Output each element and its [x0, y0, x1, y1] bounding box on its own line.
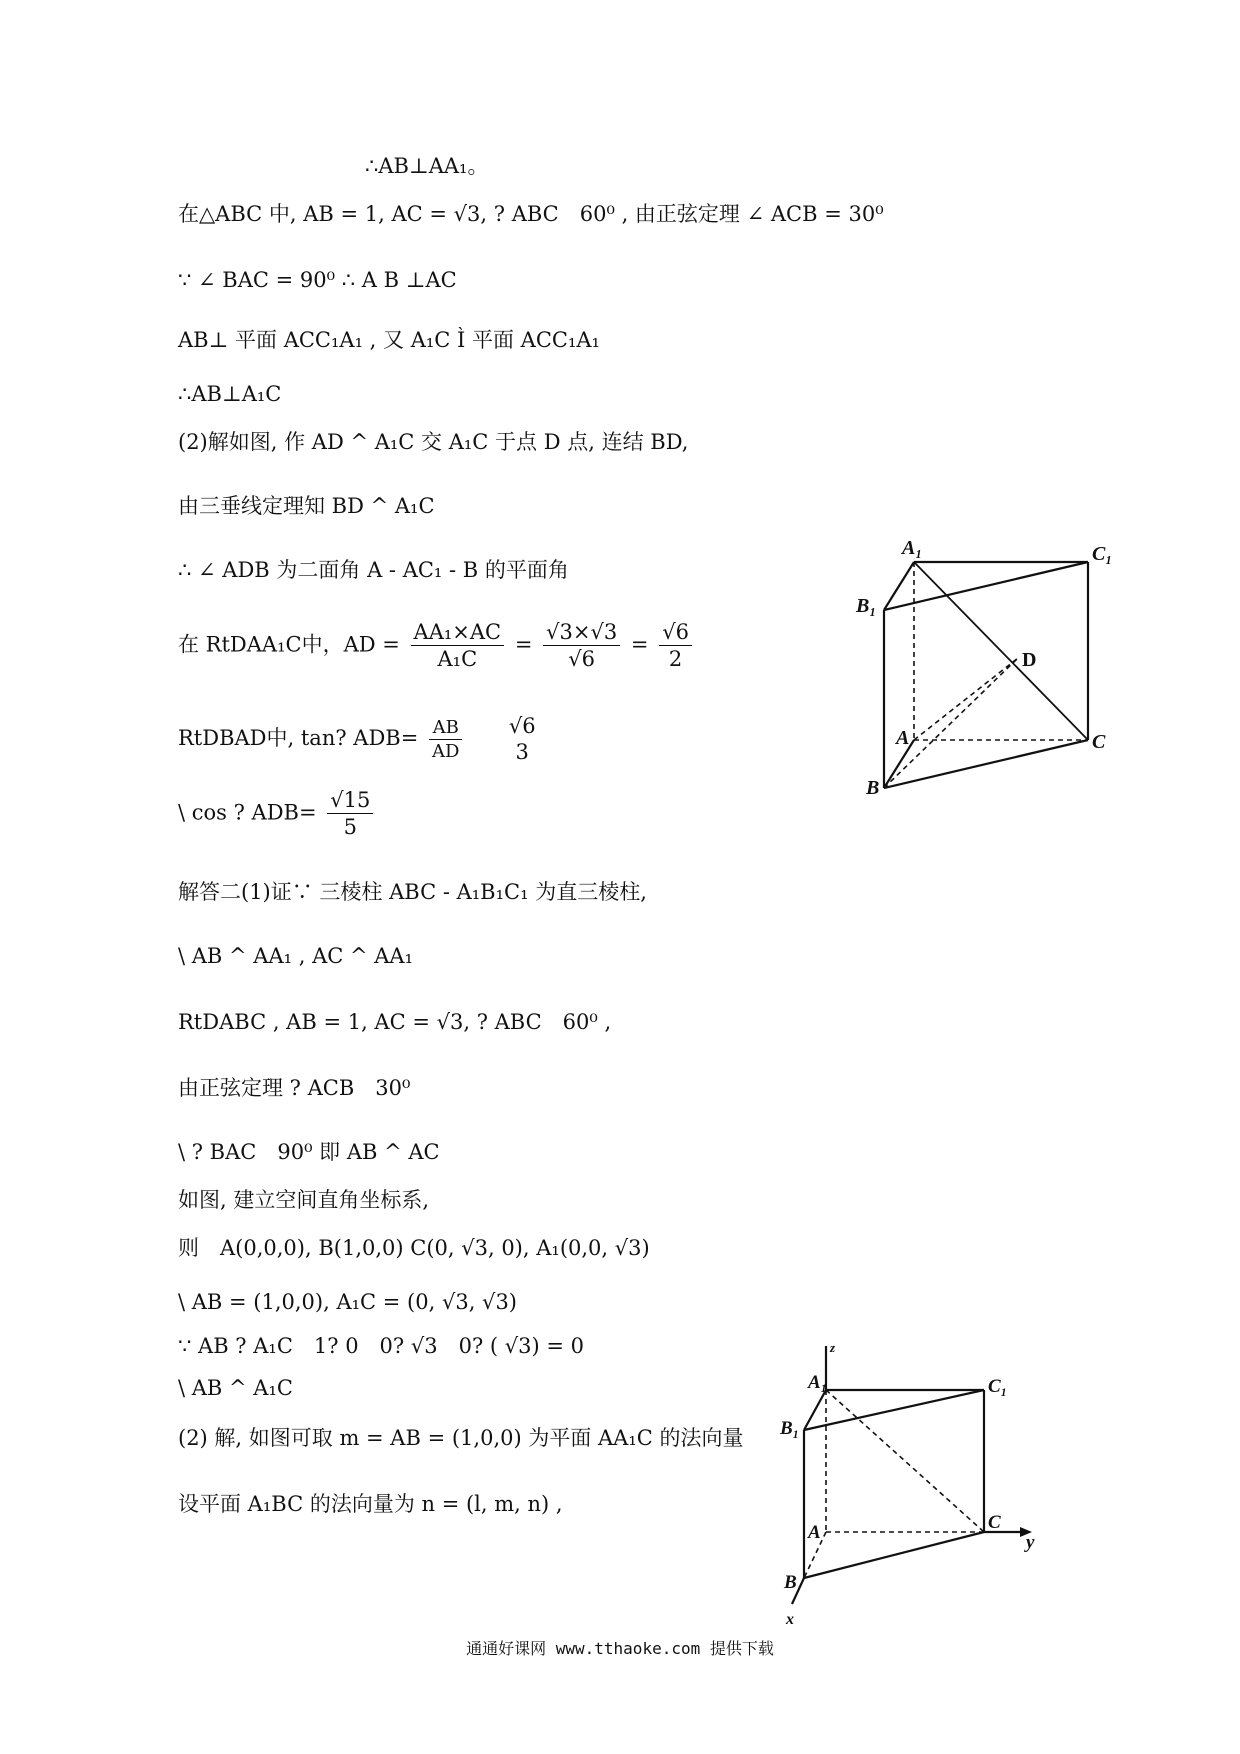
fraction-denominator: 2	[668, 647, 683, 671]
text-line: 如图, 建立空间直角坐标系,	[178, 1188, 430, 1212]
diagonal	[914, 562, 1088, 740]
cos-equation	[178, 790, 377, 838]
cos-lead: \ cos ? ADB=	[178, 800, 317, 825]
prism-figure-1	[850, 530, 1120, 800]
text-line: 则 A(0,0,0), B(1,0,0) C(0, √3, 0), A₁(0,0, √3)	[178, 1236, 650, 1260]
fraction-denominator: AD	[432, 740, 460, 762]
fraction-numerator: AA₁×AC	[411, 622, 505, 646]
fraction	[543, 622, 620, 670]
label-c: C	[1092, 731, 1106, 753]
text-line: \ AB ^ AA₁ , AC ^ AA₁	[178, 944, 413, 968]
label-a: A	[808, 1522, 821, 1543]
label-a1: A₁	[902, 537, 923, 559]
hidden-edge	[914, 658, 1018, 740]
text-line: 由三垂线定理知 BD ^ A₁C	[178, 494, 435, 518]
text-line: \ ? BAC 90⁰ 即 AB ^ AC	[178, 1140, 440, 1164]
equals-sign: =	[514, 632, 533, 657]
prism-figure-2	[770, 1340, 1050, 1650]
edge	[884, 740, 1088, 788]
label-c1: C₁	[988, 1376, 1008, 1397]
fraction-denominator: A₁C	[437, 647, 478, 671]
text-line: 解答二(1)证∵ 三棱柱 ABC - A₁B₁C₁ 为直三棱柱,	[178, 880, 647, 904]
fraction	[506, 716, 539, 763]
text-line: ∵ ∠ BAC = 90⁰ ∴ A B ⊥AC	[178, 268, 457, 292]
ad-equation	[178, 622, 696, 670]
text-line: AB⊥ 平面 ACC₁A₁ , 又 A₁C Ì 平面 ACC₁A₁	[178, 328, 600, 352]
tan-equation	[178, 716, 543, 763]
label-z: z	[830, 1340, 836, 1355]
text-line: ∴AB⊥A₁C	[178, 382, 282, 406]
label-b1: B₁	[856, 595, 877, 617]
fraction-numerator: √6	[659, 622, 692, 646]
tan-lead: RtDBAD中, tan? ADB=	[178, 726, 419, 750]
label-a1: A₁	[808, 1372, 828, 1393]
text-line: ∴AB⊥AA₁。	[365, 154, 489, 178]
fraction-numerator: AB	[429, 719, 462, 740]
edge	[804, 1390, 984, 1430]
text-line: (2) 解, 如图可取 m = AB = (1,0,0) 为平面 AA₁C 的法向量	[178, 1426, 744, 1450]
ad-lead: 在 RtDAA₁C中，AD =	[178, 632, 400, 657]
text-line: ∵ AB ? A₁C 1? 0 0? √3 0? ( √3) = 0	[178, 1334, 584, 1358]
fraction-numerator: √15	[327, 790, 373, 814]
text-line: 由正弦定理 ? ACB 30⁰	[178, 1076, 411, 1100]
label-b: B	[866, 777, 880, 799]
diagonal	[826, 1390, 984, 1532]
fraction	[327, 790, 373, 838]
label-b1: B₁	[780, 1418, 800, 1439]
fraction-denominator: 3	[515, 740, 529, 764]
text-line: (2)解如图, 作 AD ^ A₁C 交 A₁C 于点 D 点, 连结 BD,	[178, 430, 689, 454]
text-line: \ AB ^ A₁C	[178, 1376, 293, 1400]
hidden-edge	[884, 658, 1018, 788]
text-line: 设平面 A₁BC 的法向量为 n = (l, m, n) ,	[178, 1492, 563, 1516]
label-b: B	[784, 1572, 797, 1593]
label-a: A	[896, 727, 910, 749]
text-line: RtDABC , AB = 1, AC = √3, ? ABC 60⁰ ,	[178, 1010, 612, 1034]
label-d: D	[1022, 649, 1037, 671]
edge	[884, 562, 914, 610]
edge	[804, 1532, 984, 1578]
page-footer: 通通好课网 www.tthaoke.com 提供下载	[466, 1639, 774, 1658]
fraction-numerator: √3×√3	[543, 622, 620, 646]
label-c: C	[988, 1512, 1001, 1533]
fraction-numerator: √6	[508, 714, 536, 738]
text-line: \ AB = (1,0,0), A₁C = (0, √3, √3)	[178, 1290, 517, 1314]
label-c1: C₁	[1092, 543, 1113, 565]
fraction-denominator: 5	[343, 815, 357, 839]
edge	[804, 1390, 826, 1430]
label-x: x	[786, 1611, 794, 1628]
label-y: y	[1026, 1532, 1035, 1553]
text-line: 在△ABC 中, AB = 1, AC = √3, ? ABC 60⁰ , 由正弦定理 ∠ ACB = 30⁰	[178, 202, 884, 226]
fraction	[429, 716, 462, 762]
fraction	[411, 622, 505, 670]
text-line: ∴ ∠ ADB 为二面角 A - AC₁ - B 的平面角	[178, 558, 569, 582]
equals-sign: =	[630, 632, 649, 657]
fraction	[659, 622, 692, 670]
fraction-denominator: √6	[568, 647, 596, 671]
